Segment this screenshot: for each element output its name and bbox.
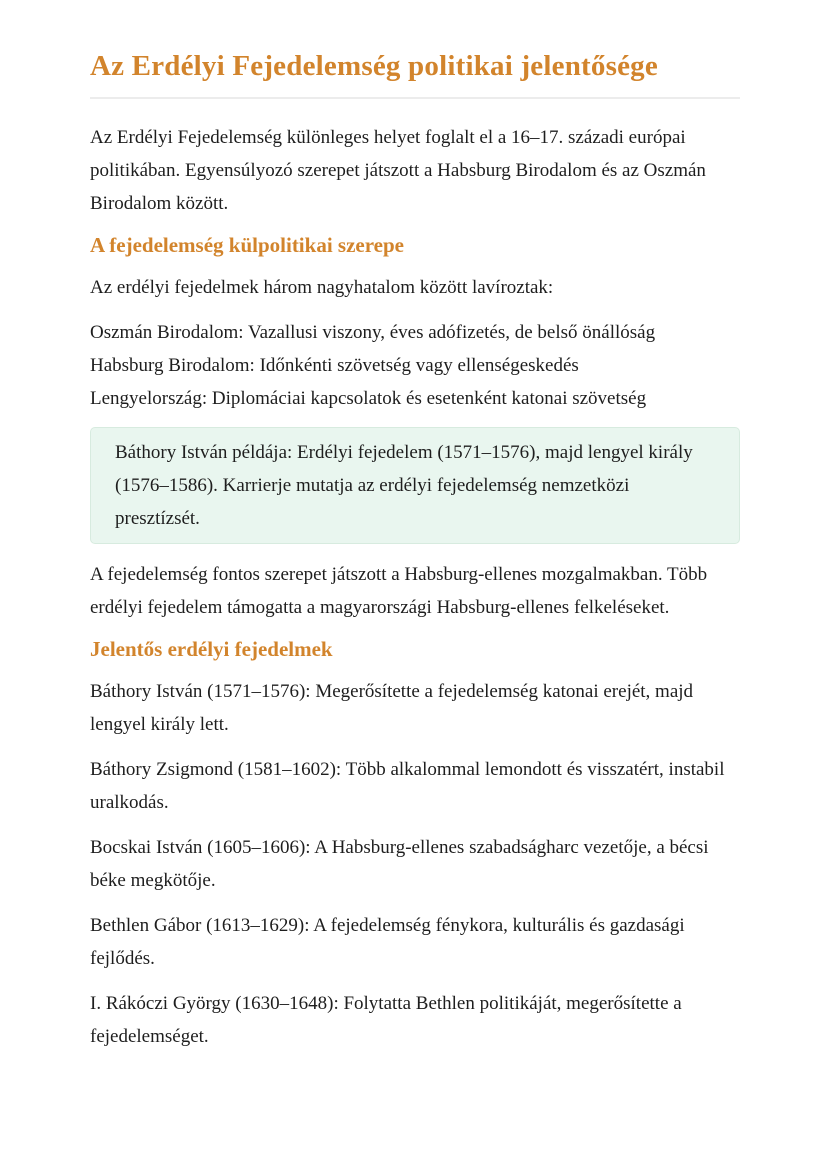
intro-paragraph: Az Erdélyi Fejedelemség különleges helyet foglalt el a 16–17. századi európai politikában. Egyensúlyozó szerepet játszott a Habsburg Birodalom és az Oszmán Birodalom között. xyxy=(90,126,706,214)
powers-item-poland: Lengyelország: Diplomáciai kapcsolatok és esetenként katonai szövetség xyxy=(90,387,647,409)
prince-entry-bathory-istvan: Báthory István (1571–1576): Megerősítette a fejedelemség katonai erejét, majd lengyel király lett. xyxy=(90,680,694,735)
powers-list xyxy=(90,316,740,415)
document-content xyxy=(90,0,740,1053)
powers-item-ottoman: Oszmán Birodalom: Vazallusi viszony, éves adófizetés, de belső önállóság xyxy=(90,321,656,343)
page-title: Az Erdélyi Fejedelemség politikai jelentősége xyxy=(90,50,658,82)
section-heading-foreign-policy: A fejedelemség külpolitikai szerepe xyxy=(90,232,404,257)
foreign-policy-lead: Az erdélyi fejedelmek három nagyhatalom között lavíroztak: xyxy=(90,276,554,298)
prince-entry-bethlen-gabor: Bethlen Gábor (1613–1629): A fejedelemség fénykora, kulturális és gazdasági fejlődés. xyxy=(90,914,685,969)
prince-entry-bocskai-istvan: Bocskai István (1605–1606): A Habsburg-ellenes szabadságharc vezetője, a bécsi béke megkötője. xyxy=(90,836,709,891)
prince-entry-bathory-zsigmond: Báthory Zsigmond (1581–1602): Több alkalommal lemondott és visszatért, instabil uralkodás. xyxy=(90,758,725,813)
foreign-policy-closing: A fejedelemség fontos szerepet játszott a Habsburg-ellenes mozgalmakban. Több erdélyi fejedelem támogatta a magyarországi Habsburg-ellenes felkeléseket. xyxy=(90,563,708,618)
example-callout-box xyxy=(90,427,740,544)
section-heading-princes: Jelentős erdélyi fejedelmek xyxy=(90,636,333,661)
example-callout-text: Báthory István példája: Erdélyi fejedelem (1571–1576), majd lengyel király (1576–1586). Karrierje mutatja az erdélyi fejedelemség nemzetközi presztízsét. xyxy=(115,441,693,529)
prince-entry-rakoczi-gyorgy: I. Rákóczi György (1630–1648): Folytatta Bethlen politikáját, megerősítette a fejedelemséget. xyxy=(90,992,682,1047)
powers-item-habsburg: Habsburg Birodalom: Időnkénti szövetség vagy ellenségeskedés xyxy=(90,354,579,376)
title-divider xyxy=(90,97,740,99)
